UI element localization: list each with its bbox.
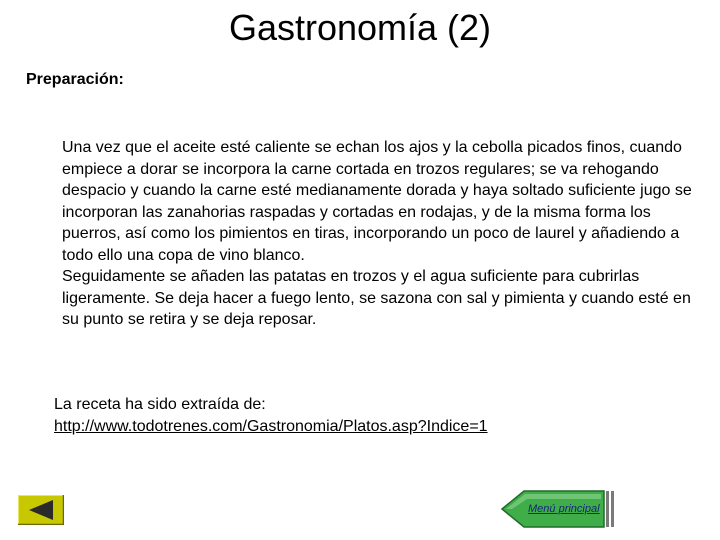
main-menu-button[interactable] [500,489,616,529]
paragraph: Seguidamente se añaden las patatas en trozos y el agua suficiente para cubrirlas ligeramente. Se deja hacer a fuego lento, se sazona con sal y pimienta y cuando esté en su punto se retira y se deja reposar. [62,268,691,328]
page-title: Gastronomía (2) [228,7,492,48]
paragraph: Una vez que el aceite esté caliente se echan los ajos y la cebolla picados finos, cuando empiece a dorar se incorpora la carne cortada en trozos regulares; se va rehogando despacio y cuando la carne esté medianamente dorada y haya soltado suficiente jugo se incorporan las zanahorias raspadas y cortadas en rodajas, y de la misma forma los puerros, así como los pimientos en tiras, incorporando un poco de laurel y añadiendo a todo ello una copa de vino blanco. [62,139,692,264]
preparation-text [62,137,696,331]
source-label: La receta ha sido extraída de: [54,396,266,413]
section-heading: Preparación: [26,71,124,88]
source-link[interactable]: http://www.todotrenes.com/Gastronomia/Platos.asp?Indice=1 [54,417,488,435]
triangle-left-icon [18,495,64,525]
source-block [54,394,488,437]
main-menu-label: Menú principal [528,503,600,515]
back-button[interactable] [18,495,64,525]
